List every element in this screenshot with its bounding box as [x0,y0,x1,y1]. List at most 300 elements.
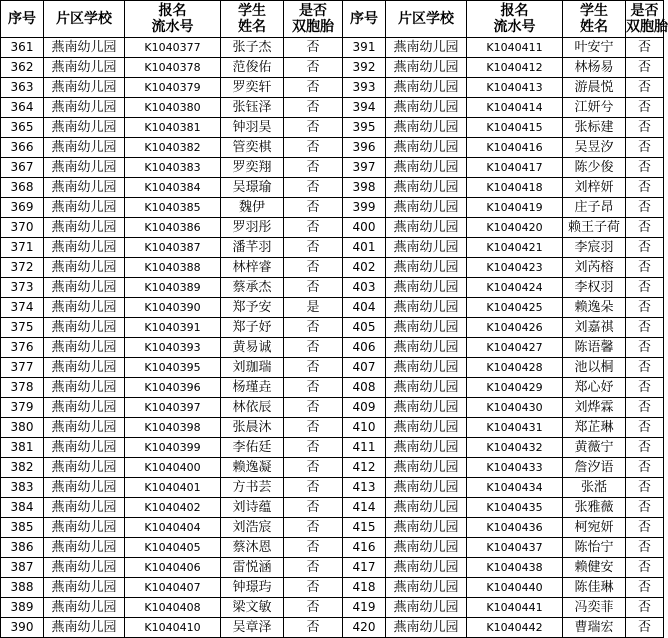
school-cell: 燕南幼儿园 [386,158,467,178]
twin-status-cell: 否 [626,418,664,438]
twin-status-cell: 否 [626,318,664,338]
twin-status-cell: 否 [626,598,664,618]
twin-status-cell: 否 [626,378,664,398]
table-row [1,398,664,418]
student-name-cell: 张晨沐 [221,418,284,438]
registration-id-cell: K1040393 [125,338,221,358]
student-name-cell: 蔡承杰 [221,278,284,298]
student-name-cell: 李权羽 [563,278,626,298]
table-row [1,438,664,458]
twin-status-cell: 否 [626,278,664,298]
table-row [1,278,664,298]
table-row [1,198,664,218]
twin-status-cell: 否 [284,478,343,498]
student-name-cell: 李宸羽 [563,238,626,258]
school-cell: 燕南幼儿园 [386,78,467,98]
header-id-right [467,1,563,38]
seq-cell: 370 [1,218,44,238]
twin-status-cell: 否 [626,338,664,358]
twin-status-cell: 否 [626,58,664,78]
twin-status-cell: 否 [284,618,343,638]
twin-status-cell: 否 [626,478,664,498]
student-name-cell: 池以桐 [563,358,626,378]
school-cell: 燕南幼儿园 [44,538,125,558]
seq-cell: 364 [1,98,44,118]
twin-status-cell: 否 [284,558,343,578]
twin-status-cell: 否 [284,418,343,438]
student-name-cell: 魏伊 [221,198,284,218]
seq-cell: 397 [343,158,386,178]
seq-cell: 392 [343,58,386,78]
student-name-cell: 郑予安 [221,298,284,318]
student-name-cell: 曹瑞宏 [563,618,626,638]
table-row [1,98,664,118]
registration-id-cell: K1040401 [125,478,221,498]
school-cell: 燕南幼儿园 [44,178,125,198]
school-cell: 燕南幼儿园 [44,258,125,278]
school-cell: 燕南幼儿园 [44,58,125,78]
twin-status-cell: 否 [626,98,664,118]
student-name-cell: 吴章泽 [221,618,284,638]
seq-cell: 410 [343,418,386,438]
table-row [1,218,664,238]
registration-id-cell: K1040379 [125,78,221,98]
header-id-line2: 流水号 [493,19,536,35]
registration-id-cell: K1040390 [125,298,221,318]
registration-id-cell: K1040421 [467,238,563,258]
twin-status-cell: 否 [626,538,664,558]
student-name-cell: 赖逸凝 [221,458,284,478]
table-row [1,338,664,358]
registration-id-cell: K1040405 [125,538,221,558]
table-row [1,58,664,78]
student-name-cell: 赖王子荷 [563,218,626,238]
header-twin-line1: 是否 [630,3,659,19]
student-name-cell: 吴璟瑜 [221,178,284,198]
header-name-line1: 学生 [238,3,266,19]
student-name-cell: 雷悦涵 [221,558,284,578]
header-seq-right: 序号 [343,1,386,38]
school-cell: 燕南幼儿园 [44,378,125,398]
student-name-cell: 赖逸朵 [563,298,626,318]
registration-id-cell: K1040377 [125,38,221,58]
seq-cell: 419 [343,598,386,618]
seq-cell: 408 [343,378,386,398]
twin-status-cell: 否 [626,158,664,178]
twin-status-cell: 否 [626,578,664,598]
student-name-cell: 詹汐语 [563,458,626,478]
student-name-cell: 刘嘉祺 [563,318,626,338]
seq-cell: 395 [343,118,386,138]
school-cell: 燕南幼儿园 [386,578,467,598]
seq-cell: 404 [343,298,386,318]
seq-cell: 382 [1,458,44,478]
seq-cell: 387 [1,558,44,578]
seq-cell: 412 [343,458,386,478]
seq-cell: 362 [1,58,44,78]
registration-id-cell: K1040419 [467,198,563,218]
registration-id-cell: K1040423 [467,258,563,278]
school-cell: 燕南幼儿园 [44,118,125,138]
twin-status-cell: 否 [626,38,664,58]
school-cell: 燕南幼儿园 [386,438,467,458]
student-name-cell: 刘芮榕 [563,258,626,278]
school-cell: 燕南幼儿园 [44,598,125,618]
seq-cell: 411 [343,438,386,458]
registration-id-cell: K1040438 [467,558,563,578]
registration-id-cell: K1040428 [467,358,563,378]
table-row [1,298,664,318]
registration-id-cell: K1040386 [125,218,221,238]
twin-status-cell: 否 [284,138,343,158]
twin-status-cell: 否 [284,58,343,78]
seq-cell: 361 [1,38,44,58]
student-name-cell: 陈语馨 [563,338,626,358]
registration-id-cell: K1040398 [125,418,221,438]
twin-status-cell: 否 [284,458,343,478]
twin-status-cell: 否 [284,118,343,138]
header-name-line1: 学生 [580,3,608,19]
student-name-cell: 郑子妤 [221,318,284,338]
registration-id-cell: K1040417 [467,158,563,178]
twin-status-cell: 否 [626,618,664,638]
seq-cell: 389 [1,598,44,618]
school-cell: 燕南幼儿园 [44,278,125,298]
registration-id-cell: K1040412 [467,58,563,78]
school-cell: 燕南幼儿园 [44,78,125,98]
registration-id-cell: K1040384 [125,178,221,198]
twin-status-cell: 否 [284,358,343,378]
header-twin-line1: 是否 [299,3,327,19]
seq-cell: 365 [1,118,44,138]
registration-id-cell: K1040397 [125,398,221,418]
registration-id-cell: K1040389 [125,278,221,298]
student-name-cell: 刘浩宸 [221,518,284,538]
seq-cell: 384 [1,498,44,518]
student-name-cell: 张标建 [563,118,626,138]
registration-id-cell: K1040382 [125,138,221,158]
table-row [1,458,664,478]
student-name-cell: 罗羽彤 [221,218,284,238]
registration-id-cell: K1040416 [467,138,563,158]
school-cell: 燕南幼儿园 [386,558,467,578]
registration-id-cell: K1040413 [467,78,563,98]
table-row [1,378,664,398]
seq-cell: 391 [343,38,386,58]
table-row [1,238,664,258]
table-row [1,418,664,438]
header-school-right: 片区学校 [386,1,467,38]
student-name-cell: 林梓睿 [221,258,284,278]
school-cell: 燕南幼儿园 [44,138,125,158]
seq-cell: 405 [343,318,386,338]
registration-id-cell: K1040437 [467,538,563,558]
school-cell: 燕南幼儿园 [386,618,467,638]
registration-id-cell: K1040385 [125,198,221,218]
seq-cell: 388 [1,578,44,598]
school-cell: 燕南幼儿园 [386,458,467,478]
school-cell: 燕南幼儿园 [386,98,467,118]
twin-status-cell: 否 [626,558,664,578]
school-cell: 燕南幼儿园 [386,58,467,78]
student-name-cell: 潘芊羽 [221,238,284,258]
twin-status-cell: 否 [626,298,664,318]
header-school-left: 片区学校 [44,1,125,38]
registration-id-cell: K1040425 [467,298,563,318]
seq-cell: 406 [343,338,386,358]
table-row [1,178,664,198]
twin-status-cell: 是 [284,298,343,318]
seq-cell: 373 [1,278,44,298]
registration-id-cell: K1040441 [467,598,563,618]
registration-id-cell: K1040431 [467,418,563,438]
student-name-cell: 梁文敏 [221,598,284,618]
seq-cell: 418 [343,578,386,598]
school-cell: 燕南幼儿园 [44,498,125,518]
table-row [1,558,664,578]
student-name-cell: 刘烨霖 [563,398,626,418]
registration-id-cell: K1040410 [125,618,221,638]
seq-cell: 393 [343,78,386,98]
header-twin-right [626,1,668,38]
registration-id-cell: K1040391 [125,318,221,338]
school-cell: 燕南幼儿园 [44,578,125,598]
twin-status-cell: 否 [626,398,664,418]
twin-status-cell: 否 [284,98,343,118]
seq-cell: 371 [1,238,44,258]
twin-status-cell: 否 [284,318,343,338]
seq-cell: 400 [343,218,386,238]
school-cell: 燕南幼儿园 [386,338,467,358]
seq-cell: 386 [1,538,44,558]
seq-cell: 407 [343,358,386,378]
registration-id-cell: K1040420 [467,218,563,238]
seq-cell: 416 [343,538,386,558]
header-id-left [125,1,221,38]
student-name-cell: 李佑廷 [221,438,284,458]
school-cell: 燕南幼儿园 [44,358,125,378]
seq-cell: 403 [343,278,386,298]
school-cell: 燕南幼儿园 [44,478,125,498]
registration-id-cell: K1040381 [125,118,221,138]
registration-id-cell: K1040418 [467,178,563,198]
school-cell: 燕南幼儿园 [386,138,467,158]
school-cell: 燕南幼儿园 [386,278,467,298]
header-twin-line2: 双胞胎 [292,19,334,35]
student-name-cell: 吴昱汐 [563,138,626,158]
student-name-cell: 杨瑾垚 [221,378,284,398]
student-name-cell: 张子杰 [221,38,284,58]
seq-cell: 413 [343,478,386,498]
header-name-left [221,1,284,38]
registration-id-cell: K1040402 [125,498,221,518]
header-twin-line2: 双胞胎 [626,19,668,35]
registration-id-cell: K1040411 [467,38,563,58]
student-name-cell: 黄易诚 [221,338,284,358]
school-cell: 燕南幼儿园 [44,338,125,358]
twin-status-cell: 否 [284,538,343,558]
registration-id-cell: K1040396 [125,378,221,398]
student-name-cell: 罗奕翔 [221,158,284,178]
twin-status-cell: 否 [626,498,664,518]
twin-status-cell: 否 [626,438,664,458]
seq-cell: 396 [343,138,386,158]
student-name-cell: 刘珈瑞 [221,358,284,378]
seq-cell: 376 [1,338,44,358]
seq-cell: 385 [1,518,44,538]
registration-id-cell: K1040387 [125,238,221,258]
registration-id-cell: K1040427 [467,338,563,358]
registration-id-cell: K1040430 [467,398,563,418]
seq-cell: 394 [343,98,386,118]
school-cell: 燕南幼儿园 [386,418,467,438]
student-name-cell: 范俊佑 [221,58,284,78]
twin-status-cell: 否 [284,278,343,298]
twin-status-cell: 否 [284,518,343,538]
registration-id-cell: K1040388 [125,258,221,278]
table-row [1,518,664,538]
header-name-right [563,1,626,38]
student-name-cell: 管奕棋 [221,138,284,158]
seq-cell: 383 [1,478,44,498]
table-row [1,138,664,158]
school-cell: 燕南幼儿园 [386,258,467,278]
registration-id-cell: K1040406 [125,558,221,578]
twin-status-cell: 否 [626,178,664,198]
table-row [1,78,664,98]
school-cell: 燕南幼儿园 [386,598,467,618]
registration-id-cell: K1040433 [467,458,563,478]
seq-cell: 390 [1,618,44,638]
registration-id-cell: K1040435 [467,498,563,518]
twin-status-cell: 否 [626,198,664,218]
student-name-cell: 刘诗蕴 [221,498,284,518]
registration-id-cell: K1040408 [125,598,221,618]
registration-id-cell: K1040380 [125,98,221,118]
student-name-cell: 柯宛妍 [563,518,626,538]
school-cell: 燕南幼儿园 [44,298,125,318]
student-name-cell: 张钰泽 [221,98,284,118]
table-row [1,498,664,518]
school-cell: 燕南幼儿园 [386,38,467,58]
twin-status-cell: 否 [284,158,343,178]
seq-cell: 367 [1,158,44,178]
school-cell: 燕南幼儿园 [44,98,125,118]
table-row [1,598,664,618]
registration-id-cell: K1040442 [467,618,563,638]
seq-cell: 363 [1,78,44,98]
seq-cell: 399 [343,198,386,218]
seq-cell: 369 [1,198,44,218]
school-cell: 燕南幼儿园 [386,398,467,418]
seq-cell: 379 [1,398,44,418]
twin-status-cell: 否 [626,138,664,158]
registration-id-cell: K1040378 [125,58,221,78]
seq-cell: 420 [343,618,386,638]
seq-cell: 380 [1,418,44,438]
seq-cell: 368 [1,178,44,198]
table-row [1,478,664,498]
school-cell: 燕南幼儿园 [386,218,467,238]
twin-status-cell: 否 [626,258,664,278]
registration-id-cell: K1040424 [467,278,563,298]
table-row [1,38,664,58]
school-cell: 燕南幼儿园 [44,518,125,538]
twin-status-cell: 否 [284,198,343,218]
header-id-line1: 报名 [158,3,187,19]
seq-cell: 409 [343,398,386,418]
student-name-cell: 郑心妤 [563,378,626,398]
student-name-cell: 庄子昂 [563,198,626,218]
student-name-cell: 方书芸 [221,478,284,498]
student-name-cell: 陈少俊 [563,158,626,178]
seq-cell: 375 [1,318,44,338]
twin-status-cell: 否 [284,38,343,58]
twin-status-cell: 否 [626,78,664,98]
table-row [1,118,664,138]
twin-status-cell: 否 [284,578,343,598]
school-cell: 燕南幼儿园 [44,38,125,58]
student-name-cell: 张湉 [563,478,626,498]
school-cell: 燕南幼儿园 [386,498,467,518]
registration-id-cell: K1040404 [125,518,221,538]
student-name-cell: 游晨悦 [563,78,626,98]
header-row [1,1,664,38]
seq-cell: 374 [1,298,44,318]
table-row [1,538,664,558]
school-cell: 燕南幼儿园 [386,118,467,138]
student-name-cell: 叶安宁 [563,38,626,58]
twin-status-cell: 否 [626,118,664,138]
school-cell: 燕南幼儿园 [44,158,125,178]
table-row [1,618,664,638]
school-cell: 燕南幼儿园 [386,298,467,318]
seq-cell: 398 [343,178,386,198]
registration-id-cell: K1040434 [467,478,563,498]
student-name-cell: 江妍兮 [563,98,626,118]
table-row [1,258,664,278]
student-name-cell: 黄薇宁 [563,438,626,458]
twin-status-cell: 否 [284,598,343,618]
school-cell: 燕南幼儿园 [44,618,125,638]
table-row [1,578,664,598]
registration-id-cell: K1040383 [125,158,221,178]
table-header [1,1,668,38]
table-row [1,158,664,178]
student-name-cell: 张雅薇 [563,498,626,518]
table-row [1,318,664,338]
twin-status-cell: 否 [284,378,343,398]
student-name-cell: 罗奕轩 [221,78,284,98]
student-name-cell: 林杨易 [563,58,626,78]
school-cell: 燕南幼儿园 [44,218,125,238]
school-cell: 燕南幼儿园 [386,238,467,258]
twin-status-cell: 否 [626,458,664,478]
student-name-cell: 钟璟玙 [221,578,284,598]
table-row [1,358,664,378]
registration-id-cell: K1040400 [125,458,221,478]
school-cell: 燕南幼儿园 [44,458,125,478]
twin-status-cell: 否 [284,498,343,518]
student-name-cell: 陈佳琳 [563,578,626,598]
registration-id-cell: K1040415 [467,118,563,138]
twin-status-cell: 否 [626,518,664,538]
registration-id-cell: K1040440 [467,578,563,598]
school-cell: 燕南幼儿园 [44,398,125,418]
twin-status-cell: 否 [284,178,343,198]
school-cell: 燕南幼儿园 [44,238,125,258]
table-body [1,38,664,638]
